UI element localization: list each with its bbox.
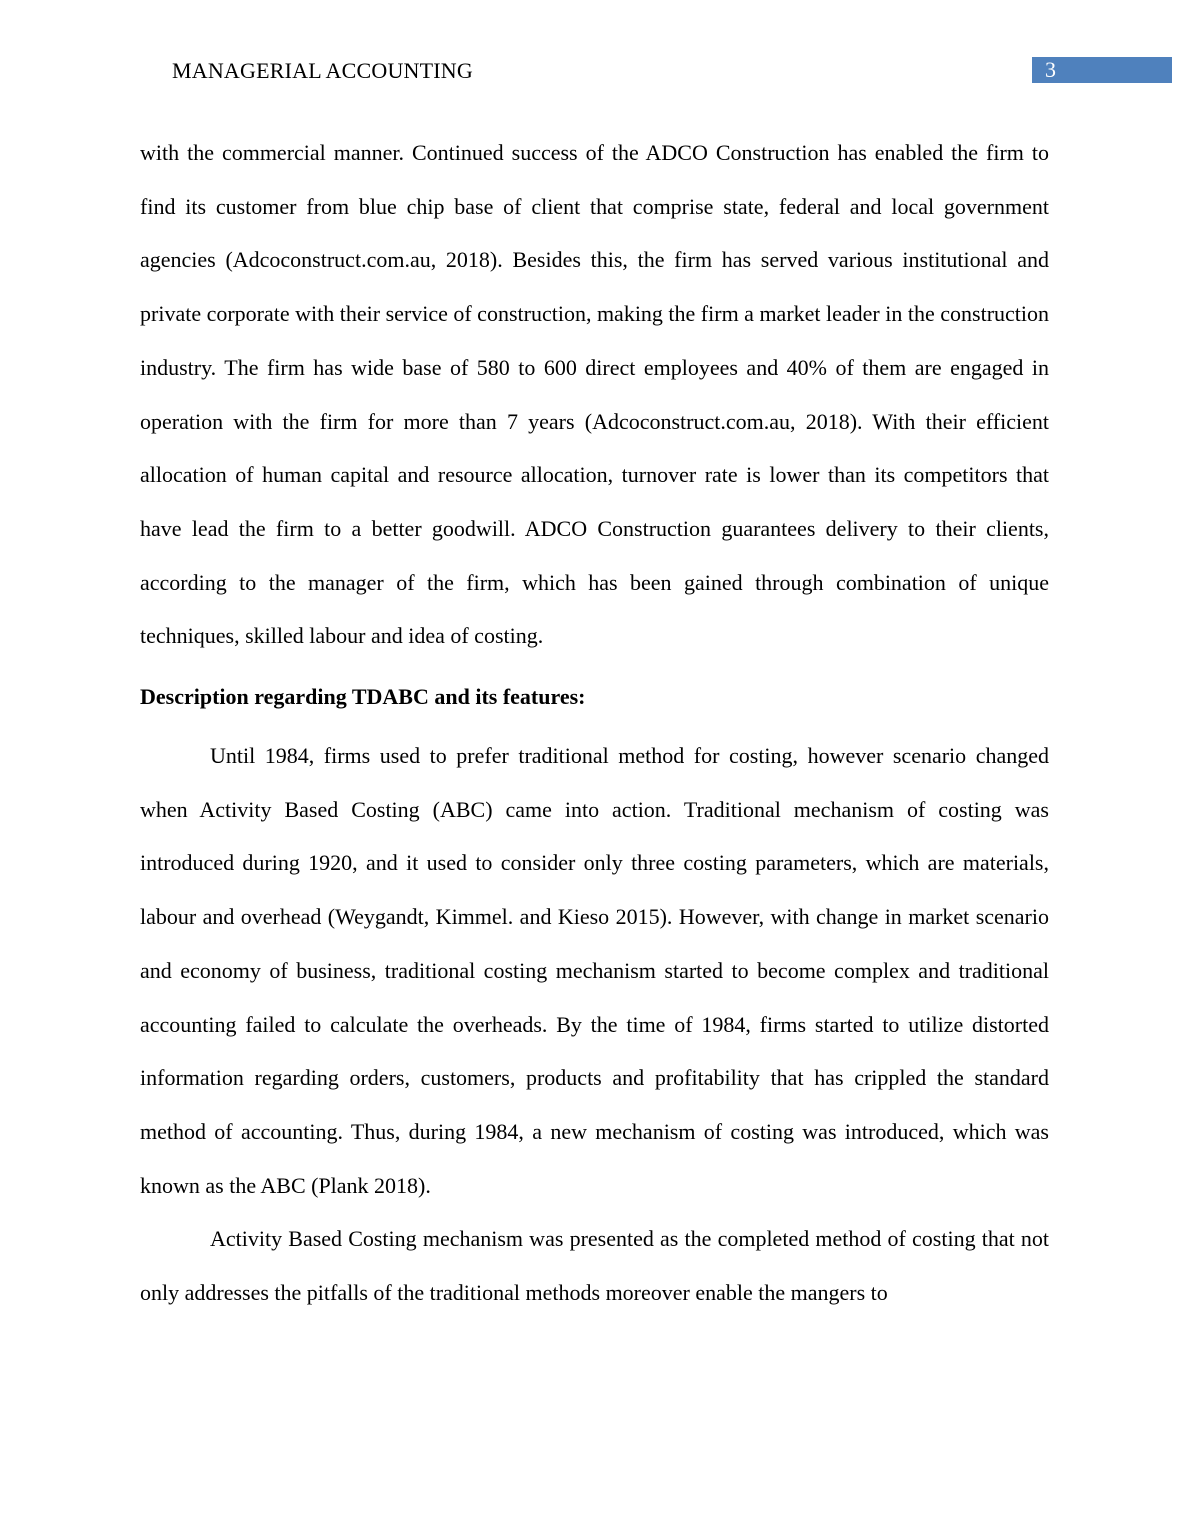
document-body (140, 126, 1049, 1320)
paragraph-company-overview: with the commercial manner. Continued success of the ADCO Construction has enabled the firm to find its customer from blue chip base of client that comprise state, federal and local government agencies (Adcoconstruct.com.au, 2018). Besides this, the firm has served various institutional and private corporate with their service of construction, making the firm a market leader in the construction industry. The firm has wide base of 580 to 600 direct employees and 40% of them are engaged in operation with the firm for more than 7 years (Adcoconstruct.com.au, 2018). With their efficient allocation of human capital and resource allocation, turnover rate is lower than its competitors that have lead the firm to a better goodwill. ADCO Construction guarantees delivery to their clients, according to the manager of the firm, which has been gained through combination of unique techniques, skilled labour and idea of costing. (140, 140, 1050, 649)
paragraph-abc-mechanism: Activity Based Costing mechanism was presented as the completed method of costing that not only addresses the pitfalls of the traditional methods moreover enable the mangers to (140, 1226, 1049, 1306)
paragraph-costing-history: Until 1984, firms used to prefer traditional method for costing, however scenario changed when Activity Based Costing (ABC) came into action. Traditional mechanism of costing was introduced during 1920, and it used to consider only three costing parameters, which are materials, labour and overhead (Weygandt, Kimmel. and Kieso 2015). However, with change in market scenario and economy of business, traditional costing mechanism started to become complex and traditional accounting failed to calculate the overheads. By the time of 1984, firms started to utilize distorted information regarding orders, customers, products and profitability that has crippled the standard method of accounting. Thus, during 1984, a new mechanism of costing was introduced, which was known as the ABC (Plank 2018). (140, 743, 1049, 1198)
section-heading: Description regarding TDABC and its features: (140, 684, 586, 710)
page-number: 3 (1032, 57, 1172, 83)
running-head: MANAGERIAL ACCOUNTING (172, 58, 473, 83)
